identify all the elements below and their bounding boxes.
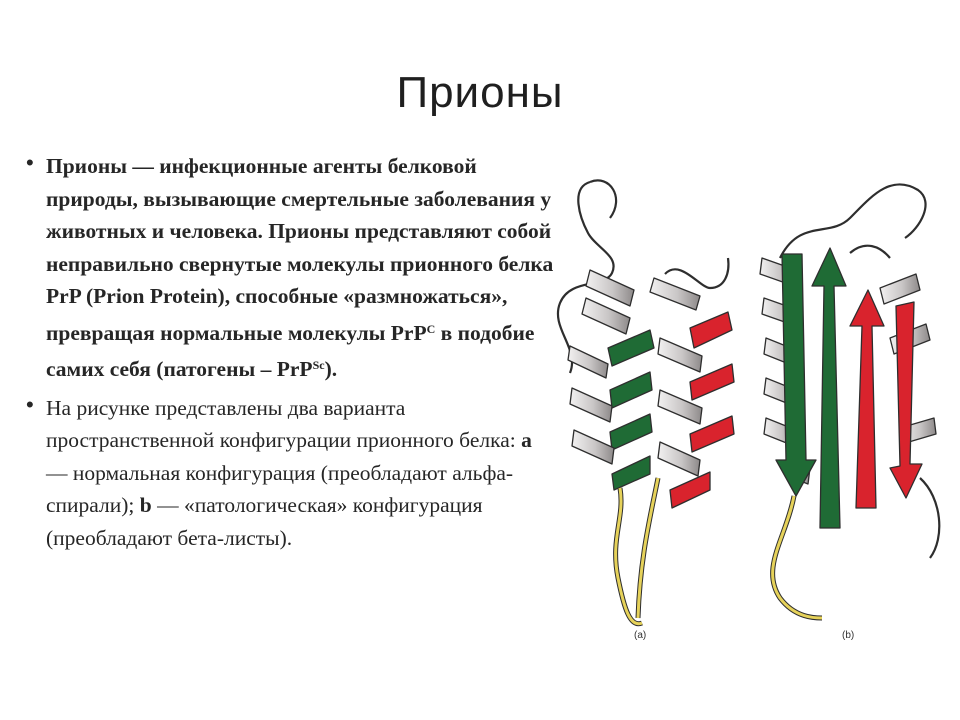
bullet-marker: • — [26, 391, 34, 417]
helix-segment-green — [610, 414, 652, 450]
helix-segment — [880, 274, 920, 304]
structure-b-loop — [920, 478, 939, 558]
figure-label-b: (b) — [842, 630, 855, 641]
structure-a-alpha-helix — [558, 180, 734, 623]
helix-segment-green — [608, 330, 654, 366]
structure-b-beta-sheet — [760, 184, 939, 618]
helix-segment-green — [612, 456, 650, 490]
figure-desc-part1: На рисунке представлены два варианта пространственной конфигурации прионного белка: — [46, 395, 522, 452]
definition-text — [46, 154, 553, 381]
helix-segment — [650, 278, 700, 310]
bullet-list — [26, 150, 556, 554]
bullet-marker: • — [26, 150, 34, 175]
structure-b-loop — [780, 184, 926, 258]
helix-segment — [572, 430, 614, 464]
prion-ribbon-illustration — [550, 178, 952, 658]
structure-a-left-helix — [568, 270, 654, 490]
helix-segment-red — [670, 472, 710, 508]
structure-b-loop — [850, 246, 890, 258]
prp-c-superscript: C — [426, 321, 436, 336]
structure-a-loop — [590, 180, 616, 218]
structure-a-right-helix — [650, 278, 734, 508]
definition-lead: Прионы — инфекционные агенты белковой природы, вызывающие смертельные заболевания у животных и человека. Прионы представляют собой неправильно свернутые молекулы прионного белка PrP (Prion Protein), способные «размножаться», превращая нормальные молекулы PrP — [46, 154, 554, 345]
definition-mid: в подобие самих себя (патогены – PrP — [46, 320, 535, 381]
structure-a-loop — [665, 258, 728, 288]
figure-desc-part3: — «патологическая» конфигурация (преобладают бета-листы). — [46, 493, 483, 550]
beta-strand-green-down — [776, 254, 816, 496]
figure-desc-part2: — нормальная конфигурация (преобладают альфа-спирали); — [46, 460, 514, 517]
beta-strand-red-up — [850, 290, 884, 508]
definition-end: ). — [324, 357, 338, 381]
prp-sc-superscript: Sc — [312, 358, 325, 372]
helix-segment-green — [610, 372, 652, 408]
figure-desc-letter-b: b — [139, 493, 152, 517]
slide-title: Прионы — [396, 68, 564, 117]
figure-desc-letter-a: a — [521, 428, 532, 452]
beta-strand-green-up — [812, 248, 846, 528]
structure-b-yellow-tail — [773, 496, 822, 618]
prion-structure-figure — [550, 178, 952, 658]
helix-segment-red — [690, 312, 732, 348]
helix-segment — [568, 346, 608, 378]
bullet-item-figure-description — [26, 392, 556, 555]
helix-segment — [570, 388, 612, 422]
figure-label-a: (a) — [634, 630, 647, 641]
bullet-item-definition — [26, 150, 556, 386]
